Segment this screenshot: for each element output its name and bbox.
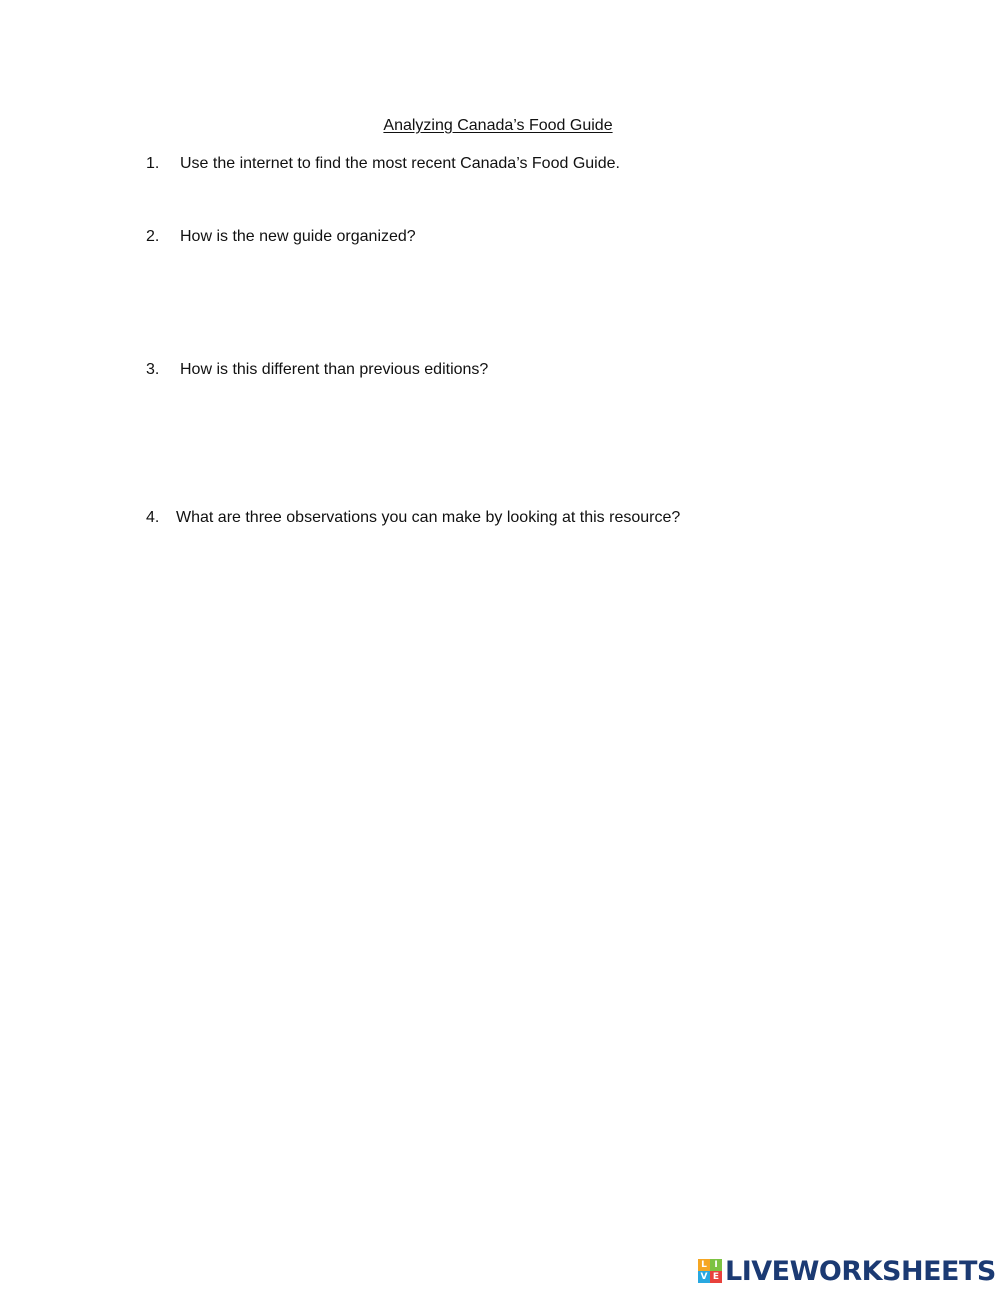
question-number: 3. [146,361,160,378]
question-1 [146,155,620,173]
question-number: 2. [146,228,160,245]
question-text: How is this different than previous editions? [180,361,489,378]
page-title: Analyzing Canada’s Food Guide [383,117,613,134]
liveworksheets-logo [698,1257,996,1285]
logo-letter: V [698,1271,710,1283]
logo-letter: E [710,1271,722,1283]
question-2 [146,228,416,246]
question-3 [146,361,488,379]
logo-letter: I [710,1259,722,1271]
logo-letter: L [698,1259,710,1271]
question-4 [146,509,680,527]
live-logo-icon [698,1259,722,1283]
question-text: What are three observations you can make by looking at this resource? [176,509,681,526]
question-number: 4. [146,509,160,526]
brand-name: LIVEWORKSHEETS [725,1255,996,1287]
question-number: 1. [146,155,160,172]
question-text: How is the new guide organized? [180,228,416,245]
question-text: Use the internet to find the most recent Canada’s Food Guide. [180,155,620,172]
